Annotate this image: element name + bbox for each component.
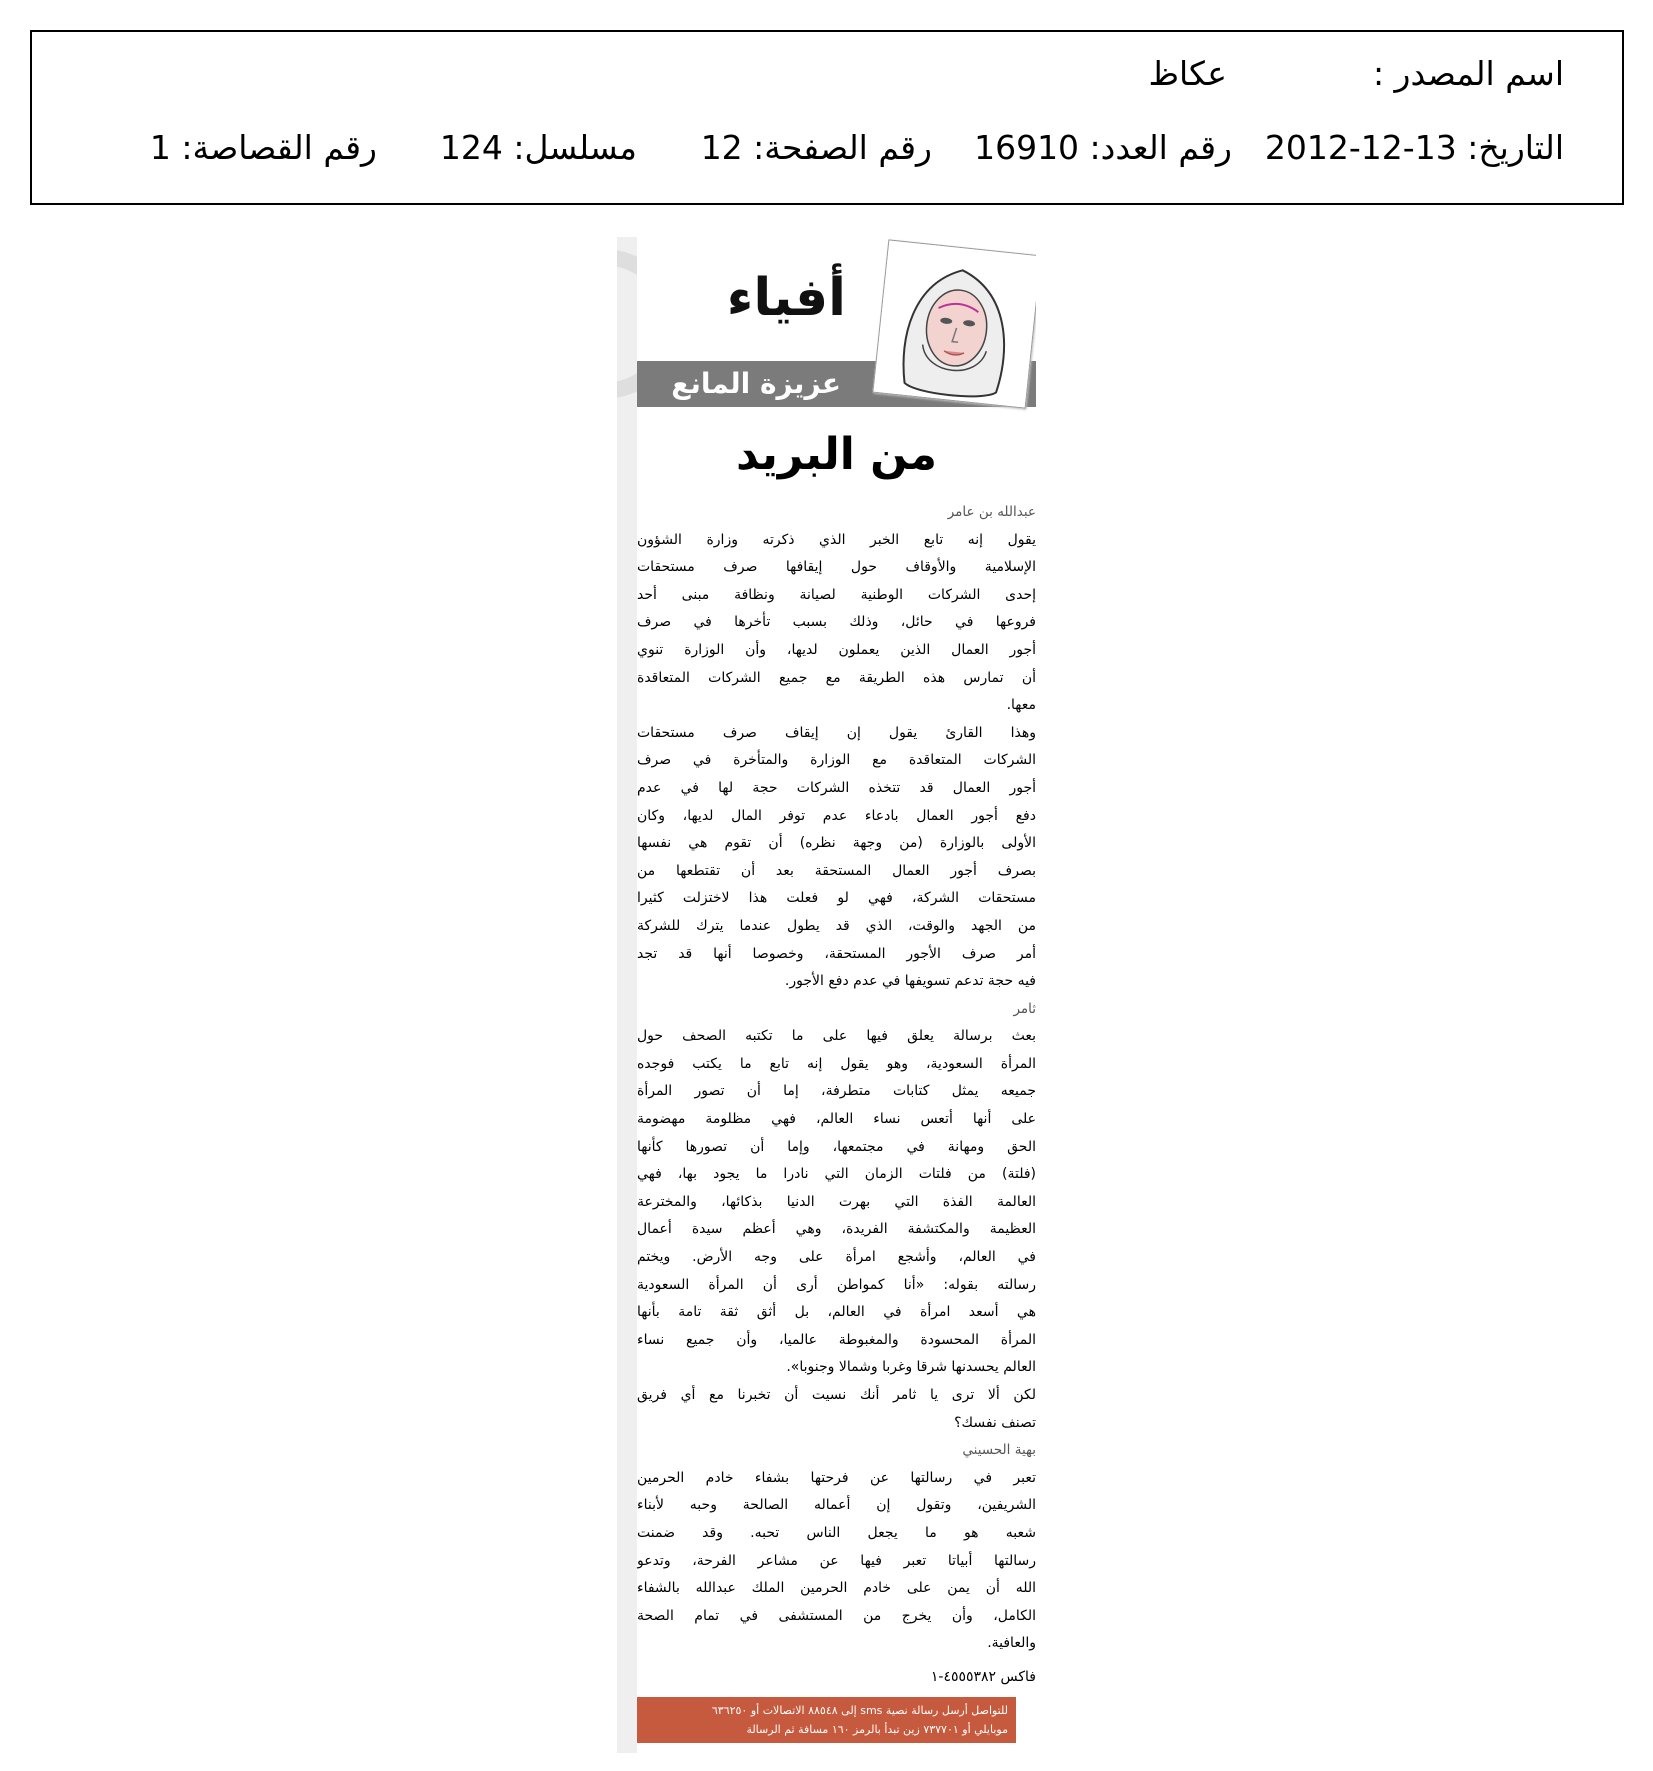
article-text-line: فروعها في حائل، وذلك بسبب تأخرها في صرف — [637, 614, 1036, 631]
article-text-line: معها. — [1006, 697, 1036, 714]
article-text-line: أجور العمال قد تتخذه الشركات حجة لها في عدم — [637, 779, 1036, 796]
article-text-line: من الجهد والوقت، الذي قد يطول عندما يترك للشركة — [637, 917, 1036, 934]
article-text-line: هي أسعد امرأة في العالم، بل أثق ثقة تامة بأنها — [637, 1304, 1036, 1321]
article-text-line: رسالتها أبياتا تعبر فيها عن مشاعر الفرحة، وتدعو — [637, 1552, 1036, 1569]
article-text-line: وهذا القارئ يقول إن إيقاف صرف مستحقات — [637, 724, 1036, 741]
article-text-line: (فلتة) من فلتات الزمان التي نادرا ما يجود بها، فهي — [637, 1166, 1036, 1183]
fax-number: فاكس ٤٥٥٥٣٨٢-١ — [930, 1668, 1036, 1685]
article-text-line: الأولى بالوزارة (من وجهة نظره) أن تقوم هي نفسها — [637, 835, 1036, 852]
article-text-line: الشركات المتعاقدة مع الوزارة والمتأخرة في صرف — [637, 752, 1036, 769]
article-text-line: العالمة الفذة التي بهرت الدنيا بذكائها، والمخترعة — [637, 1193, 1036, 1210]
letter-sender: بهية الحسيني — [962, 1442, 1036, 1459]
article-text-line: إحدى الشركات الوطنية لصيانة ونظافة مبنى أحد — [637, 586, 1036, 603]
article-text-line: رسالته بقوله: «أنا كمواطن أرى أن المرأة السعودية — [637, 1276, 1036, 1293]
article-text-line: يقول إنه تابع الخبر الذي ذكرته وزارة الشؤون — [637, 531, 1036, 548]
article-text-line: المرأة السعودية، وهو يقول إنه تابع ما يكتب فوجده — [637, 1055, 1036, 1072]
article-text-line: جميعه يمثل كتابات متطرفة، إما أن تصور المرأة — [637, 1083, 1036, 1100]
newspaper-clipping — [617, 237, 1036, 1753]
article-text-line: أن تمارس هذه الطريقة مع جميع الشركات المتعاقدة — [637, 669, 1036, 686]
article-text-line: على أنها أتعس نساء العالم، فهي مظلومة مهضومة — [637, 1111, 1036, 1128]
article-text-line: شعبه هو ما يجعل الناس تحبه. وقد ضمنت — [637, 1524, 1036, 1541]
article-text-line: بصرف أجور العمال المستحقة بعد أن تقتطعها من — [637, 862, 1036, 879]
article-text-line: مستحقات الشركة، فهي لو فعلت هذا لاختزلت كثيرا — [637, 890, 1036, 907]
article-text-line: دفع أجور العمال بادعاء عدم توفر المال لديها، وكان — [637, 807, 1036, 824]
article-text-line: تعبر في رسالتها عن فرحتها بشفاء خادم الحرمين — [637, 1469, 1036, 1486]
date-label: التاريخ: 13-12-2012 — [1264, 128, 1564, 167]
article-text-line: لكن ألا ترى يا ثامر أنك نسيت أن تخبرنا مع أي فريق — [637, 1387, 1036, 1403]
article-text-line: الكامل، وأن يخرج من المستشفى في تمام الصحة — [637, 1607, 1036, 1624]
article-text-line: الشريفين، وتقول إن أعماله الصالحة وحبه لأبناء — [637, 1497, 1036, 1514]
article-text-line: فيه حجة تدعم تسويفها في عدم دفع الأجور. — [784, 973, 1036, 990]
column-title: أفياء — [726, 268, 846, 328]
clip-number: رقم القصاصة: 1 — [149, 128, 377, 167]
sms-contact-line: للتواصل أرسل رسالة نصية sms إلى ٨٨٥٤٨ الاتصالات أو ٦٣٦٢٥٠ — [711, 1704, 1008, 1717]
article-text-line: الله أن يمن على خادم الحرمين الملك عبدالله بالشفاء — [637, 1580, 1036, 1597]
author-name: عزيزة المانع — [671, 367, 841, 400]
article-body — [637, 499, 1036, 1692]
source-label: اسم المصدر : — [1372, 54, 1564, 93]
article-text-line: العظيمة والمكتشفة الفريدة، وهي أعظم سيدة أعمال — [637, 1221, 1036, 1238]
article-text-line: تصنف نفسك؟ — [954, 1414, 1036, 1431]
page-number: رقم الصفحة: 12 — [700, 128, 932, 167]
article-headline: من البريد — [735, 429, 938, 480]
letter-sender: عبدالله بن عامر — [947, 504, 1036, 520]
article-text-line: الحق ومهانة في مجتمعها، وإما أن تصورها كأنها — [637, 1138, 1036, 1155]
article-text-line: الإسلامية والأوقاف حول إيقافها صرف مستحقات — [637, 559, 1036, 576]
article-text-line: أجور العمال الذين يعملون لديها، وأن الوزارة تنوي — [637, 641, 1036, 658]
letter-sender: ثامر — [1013, 1000, 1036, 1017]
article-text-line: المرأة المحسودة والمغبوطة عالميا، وأن جميع نساء — [637, 1331, 1036, 1348]
source-value: عكاظ — [1148, 54, 1227, 93]
article-text-line: العالم يحسدنها شرقا وغربا وشمالا وجنوبا». — [786, 1359, 1036, 1376]
serial-number: مسلسل: 124 — [439, 128, 637, 167]
article-text-line: في العالم، وأشجع امرأة على وجه الأرض. ويختم — [637, 1249, 1036, 1266]
issue-number: رقم العدد: 16910 — [974, 128, 1232, 167]
clipping-metadata-box — [30, 30, 1624, 205]
article-text-line: بعث برسالة يعلق فيها على ما تكتبه الصحف حول — [637, 1028, 1036, 1045]
article-text-line: أمر صرف الأجور المستحقة، وخصوصا أنها قد تجد — [637, 945, 1036, 962]
sms-contact-bar — [637, 1697, 1016, 1743]
author-portrait — [872, 239, 1036, 408]
sms-contact-line: موبايلي أو ٧٣٧٧٠١ زين تبدأ بالرمز ١٦٠ مسافة ثم الرسالة — [746, 1723, 1008, 1736]
article-text-line: والعافية. — [987, 1635, 1036, 1652]
